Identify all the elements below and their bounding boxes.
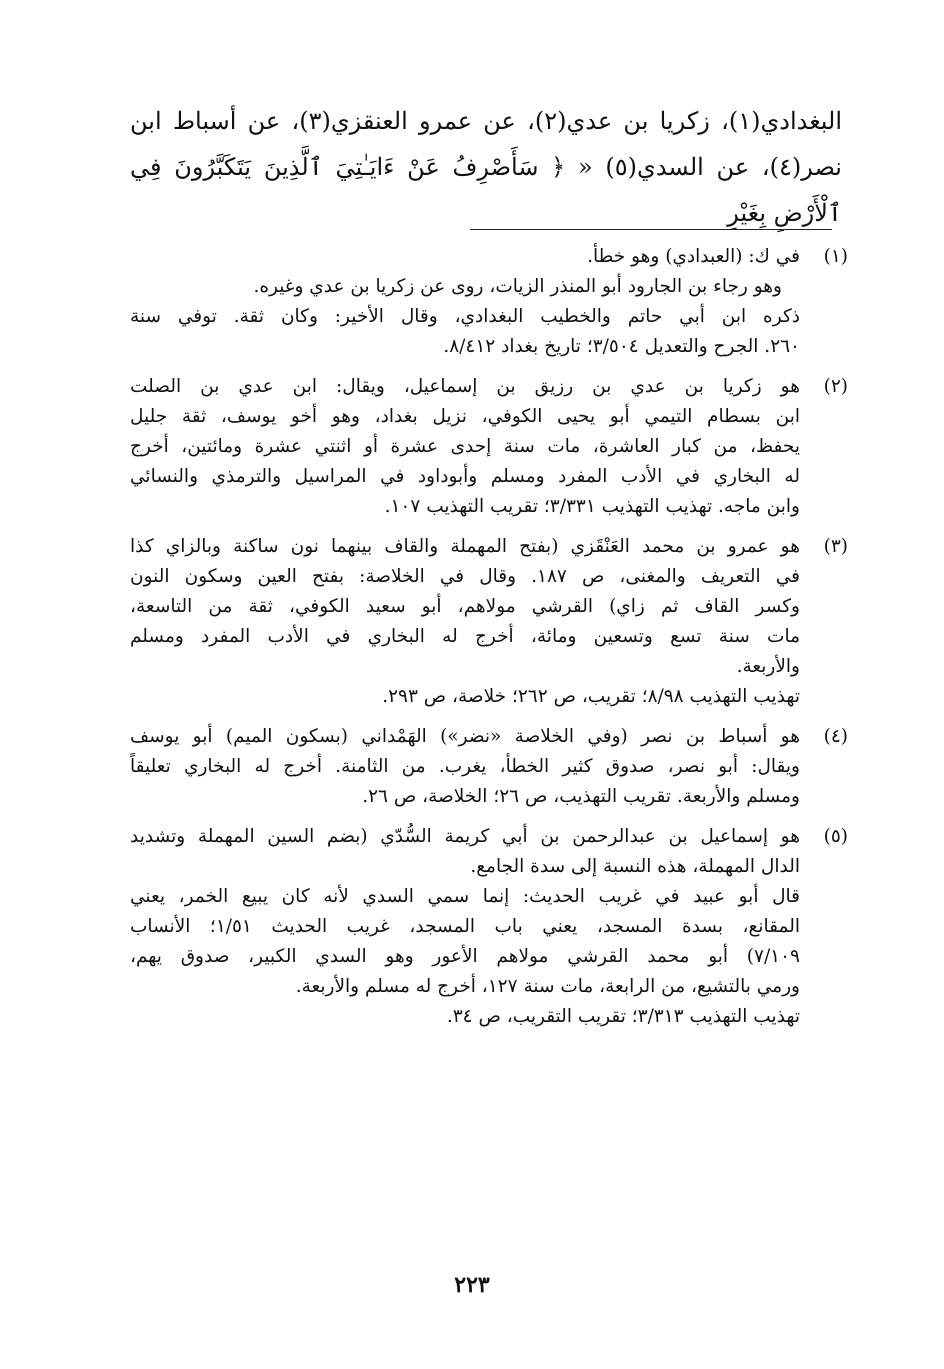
footnote-line: وكسر القاف ثم زاي) القرشي مولاهم، أبو سعيد الكوفي، ثقة من التاسعة،: [130, 596, 800, 617]
footnote-line: هو عمرو بن محمد العَنْقَزي (بفتح المهملة والقاف بينهما نون ساكنة وبالزاي كذا: [130, 536, 800, 557]
footnote-2: [130, 372, 848, 522]
main-text-line: البغدادي(١)، زكريا بن عدي(٢)، عن عمرو العنقزي(٣)، عن أسباط ابن: [130, 107, 843, 135]
page-number: ٢٢٣: [454, 1272, 490, 1298]
footnote-4: [130, 722, 848, 812]
footnote-line: ويقال: أبو نصر، صدوق كثير الخطأ، يغرب. من الثامنة. أخرج له البخاري تعليقاً: [130, 756, 800, 777]
footnote-number: (١): [823, 246, 848, 267]
footnote-line: هو إسماعيل بن عبدالرحمن بن أبي كريمة السُّدّي (بضم السين المهملة وتشديد: [130, 826, 800, 847]
footnote-line: تهذيب التهذيب ٨/٩٨؛ تقريب، ص ٢٦٢؛ خلاصة، ص ٢٩٣.: [382, 686, 800, 707]
footnote-1: [130, 242, 848, 362]
footnote-separator: [470, 229, 832, 230]
footnote-line: هو أسباط بن نصر (وفي الخلاصة «نضر») الهَمْداني (بسكون الميم) أبو يوسف: [130, 726, 800, 747]
footnote-line: في التعريف والمغنى، ص ١٨٧. وقال في الخلاصة: بفتح العين وسكون النون: [130, 566, 800, 587]
footnote-line: ورمي بالتشيع، من الرابعة، مات سنة ١٢٧، أخرج له مسلم والأربعة.: [295, 976, 800, 997]
footnote-line: في ك: (العبدادي) وهو خطأ.: [587, 246, 800, 267]
footnote-line: وهو رجاء بن الجارود أبو المنذر الزيات، روى عن زكريا بن عدي وغيره.: [253, 276, 782, 297]
footnote-line: له البخاري في الأدب المفرد ومسلم وأبوداود في المراسيل والترمذي والنسائي: [130, 466, 800, 487]
footnote-line: قال أبو عبيد في غريب الحديث: إنما سمي السدي لأنه كان يبيع الخمر، يعني: [130, 886, 800, 907]
footnote-number: (٢): [823, 376, 848, 397]
footnote-line: مات سنة تسع وتسعين ومائة، أخرج له البخاري في الأدب المفرد ومسلم: [130, 626, 800, 647]
footnote-number: (٣): [823, 536, 848, 557]
main-text-line: نصر(٤)، عن السدي(٥) « ﴿ سَأَصْرِفُ عَنْ ءَايَـٰتِيَ ٱلَّذِينَ يَتَكَبَّرُونَ فِي ٱلْأَرْضِ بِغَيْرِ: [130, 153, 842, 227]
footnote-line: هو زكريا بن عدي بن رزيق بن إسماعيل، ويقال: ابن عدي بن الصلت: [130, 376, 800, 397]
footnote-line: ابن بسطام التيمي أبو يحيى الكوفي، نزيل بغداد، وهو أخو يوسف، ثقة جليل: [130, 406, 800, 427]
main-text: [130, 98, 842, 236]
footnote-line: الدال المهملة، هذه النسبة إلى سدة الجامع.: [470, 856, 800, 877]
footnote-line: والأربعة.: [736, 656, 800, 677]
footnotes: [130, 242, 848, 1042]
footnote-line: يحفظ، من كبار العاشرة، مات سنة إحدى عشرة أو اثنتي عشرة ومائتين، أخرج: [130, 436, 800, 457]
footnote-line: ٧/١٠٩) أبو محمد القرشي مولاهم الأعور وهو السدي الكبير، صدوق يهم،: [130, 946, 800, 967]
footnote-number: (٥): [823, 826, 848, 847]
footnote-line: ذكره ابن أبي حاتم والخطيب البغدادي، وقال الأخير: وكان ثقة. توفي سنة: [130, 306, 800, 327]
footnote-5: [130, 822, 848, 1032]
footnote-line: المقانع، بسدة المسجد، يعني باب المسجد، غريب الحديث ١/٥١؛ الأنساب: [130, 916, 800, 937]
footnote-line: ٢٦٠. الجرح والتعديل ٣/٥٠٤؛ تاريخ بغداد ٨/٤١٢.: [443, 336, 800, 357]
footnote-line: ومسلم والأربعة. تقريب التهذيب، ص ٢٦؛ الخلاصة، ص ٢٦.: [362, 786, 800, 807]
footnote-number: (٤): [823, 726, 848, 747]
footnote-line: وابن ماجه. تهذيب التهذيب ٣/٣٣١؛ تقريب التهذيب ١٠٧.: [384, 496, 800, 517]
footnote-3: [130, 532, 848, 712]
footnote-line: تهذيب التهذيب ٣/٣١٣؛ تقريب التقريب، ص ٣٤.: [446, 1006, 800, 1027]
